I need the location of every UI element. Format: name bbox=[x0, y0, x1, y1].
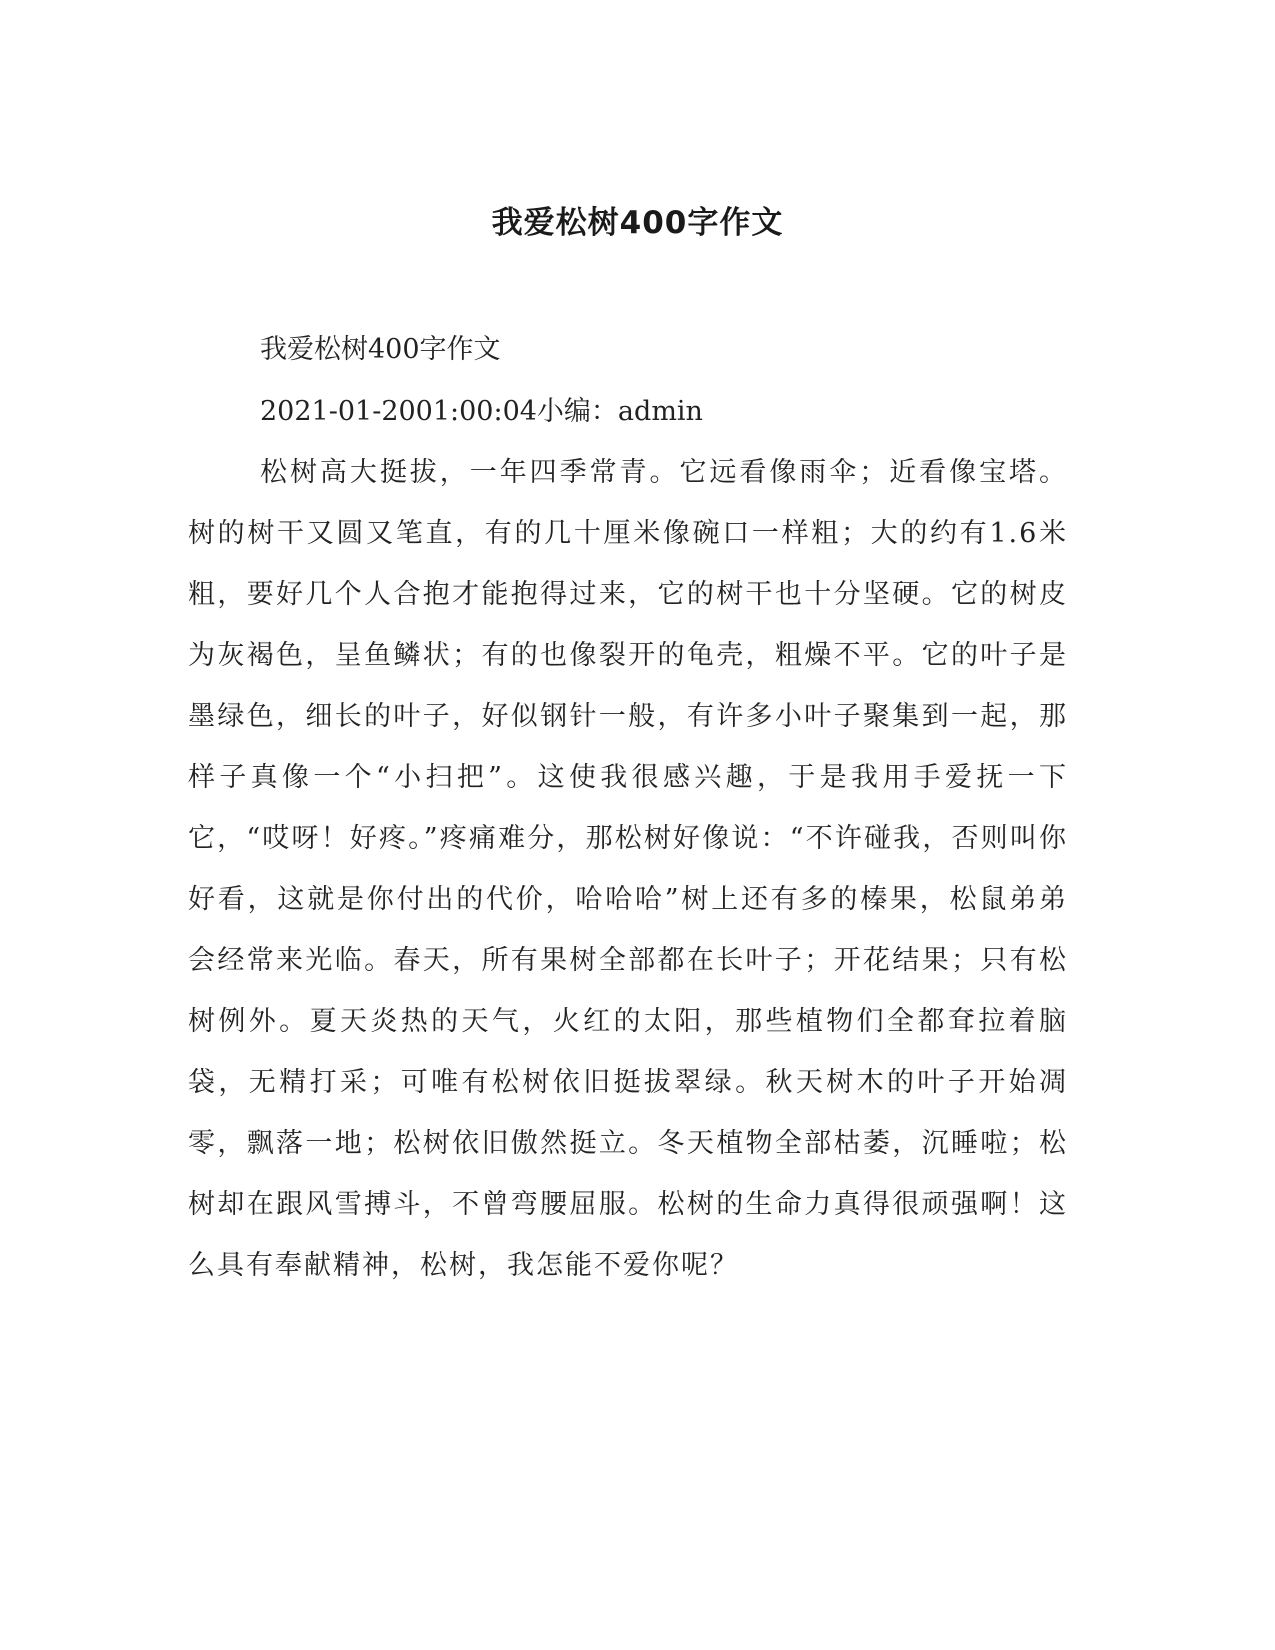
page-title: 我爱松树400字作文 bbox=[491, 205, 784, 241]
article-paragraph: 松树高大挺拔，一年四季常青。它远看像雨伞；近看像宝塔。树的树干又圆又笔直，有的几十厘米像碗口一样粗；大的约有1.6米粗，要好几个人合抱才能抱得过来，它的树干也十分坚硬。它的树皮为灰褐色，呈鱼鳞状；有的也像裂开的龟壳，粗燥不平。它的叶子是墨绿色，细长的叶子，好似钢针一般，有许多小叶子聚集到一起，那样子真像一个“小扫把”。这使我很感兴趣，于是我用手爱抚一下它，“哎呀！好疼。”疼痛难分，那松树好像说：“不许碰我，否则叫你好看，这就是你付出的代价，哈哈哈”树上还有多的榛果，松鼠弟弟会经常来光临。春天，所有果树全部都在长叶子；开花结果；只有松树例外。夏天炎热的天气，火红的太阳，那些植物们全都耷拉着脑袋，无精打采；可唯有松树依旧挺拔翠绿。秋天树木的叶子开始凋零，飘落一地；松树依旧傲然挺立。冬天植物全部枯萎，沉睡啦；松树却在跟风雪搏斗，不曾弯腰屈服。松树的生命力真得很顽强啊！这么具有奉献精神，松树，我怎能不爱你呢？ bbox=[188, 457, 1068, 1281]
article-subtitle: 我爱松树400字作文 bbox=[260, 334, 501, 365]
article-meta: 2021-01-2001:00:04小编：admin bbox=[260, 396, 703, 427]
